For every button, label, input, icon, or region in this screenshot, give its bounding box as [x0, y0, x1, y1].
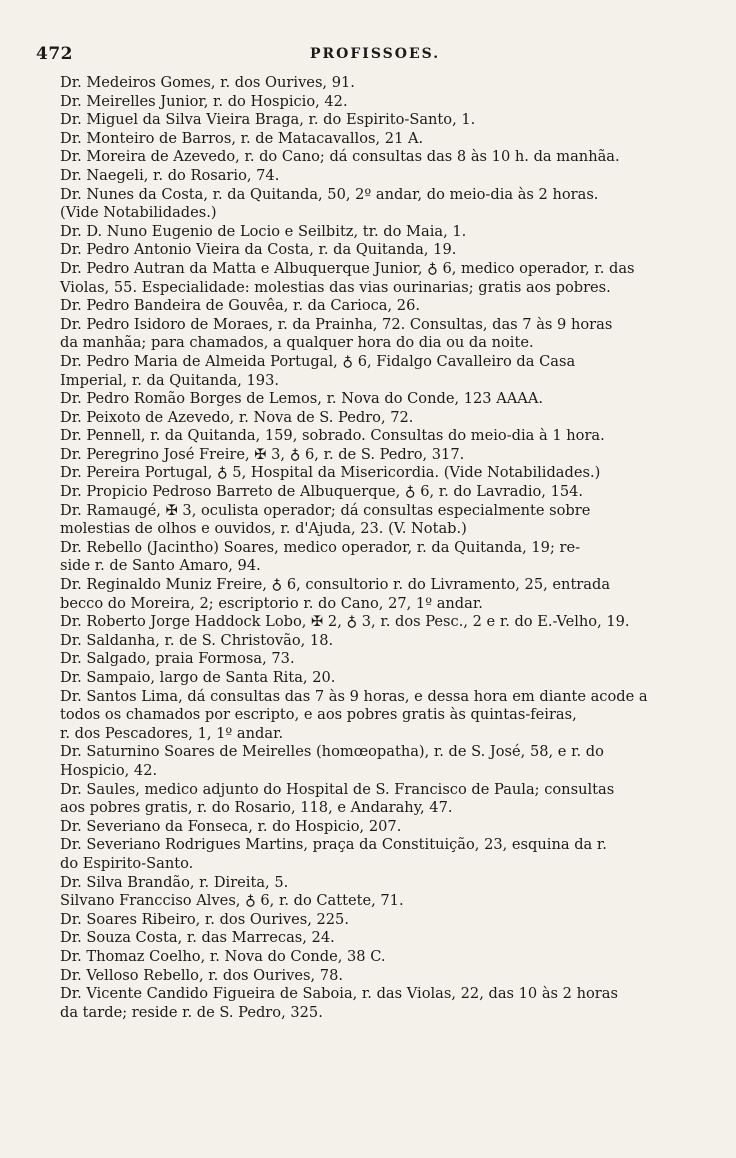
directory-entry — [60, 929, 700, 948]
entry-line: Dr. Silva Brandão, r. Direita, 5. — [60, 873, 289, 891]
entry-line: molestias de olhos e ouvidos, r. d'Ajuda, 23. (V. Notab.) — [60, 520, 467, 538]
directory-entry — [60, 743, 700, 780]
entry-line: Dr. Medeiros Gomes, r. dos Ourives, 91. — [60, 74, 355, 91]
entry-line: Dr. Pennell, r. da Quitanda, 159, sobrado. Consultas do meio-dia à 1 hora. — [60, 427, 605, 445]
entry-line: Dr. Saturnino Soares de Meirelles (homœopatha), r. de S. José, 58, e r. do — [60, 743, 604, 761]
entry-line: Dr. Naegeli, r. do Rosario, 74. — [60, 166, 280, 184]
entry-line: (Vide Notabilidades.) — [60, 204, 217, 222]
directory-entry — [60, 502, 700, 539]
entry-line: Dr. D. Nuno Eugenio de Locio e Seilbitz, tr. do Maia, 1. — [60, 222, 467, 240]
entry-line: Dr. Miguel da Silva Vieira Braga, r. do Espirito-Santo, 1. — [60, 111, 476, 129]
directory-entry — [60, 781, 700, 818]
entry-line: Dr. Pedro Bandeira de Gouvêa, r. da Carioca, 26. — [60, 297, 420, 315]
directory-entry — [60, 111, 700, 130]
directory-entry — [60, 464, 700, 483]
page-number: 472 — [36, 44, 73, 64]
entry-line: Dr. Roberto Jorge Haddock Lobo, ✠ 2, ♁ 3, r. dos Pesc., 2 e r. do E.-Velho, 19. — [60, 613, 630, 631]
entry-line: Dr. Propicio Pedroso Barreto de Albuquerque, ♁ 6, r. do Lavradio, 154. — [60, 483, 584, 501]
entry-line: Dr. Vicente Candido Figueira de Saboia, r. das Violas, 22, das 10 às 2 horas — [60, 985, 618, 1003]
directory-entry — [60, 186, 700, 223]
directory-entry — [60, 650, 700, 669]
entry-line: Dr. Saldanha, r. de S. Christovão, 18. — [60, 631, 334, 649]
entry-line: Dr. Pedro Maria de Almeida Portugal, ♁ 6, Fidalgo Cavalleiro da Casa — [60, 352, 576, 370]
entry-line: Dr. Monteiro de Barros, r. de Matacavallos, 21 A. — [60, 129, 424, 147]
entry-line: da manhãa; para chamados, a qualquer hora do dia ou da noite. — [60, 334, 534, 352]
entry-line: do Espirito-Santo. — [60, 854, 194, 872]
directory-entry — [60, 74, 700, 93]
entry-line: todos os chamados por escripto, e aos pobres gratis às quintas-feiras, — [60, 706, 577, 724]
entry-line: Dr. Meirelles Junior, r. do Hospicio, 42. — [60, 92, 348, 110]
entry-line: Dr. Sampaio, largo de Santa Rita, 20. — [60, 669, 336, 686]
directory-entry — [60, 353, 700, 390]
directory-entry — [60, 130, 700, 149]
entry-line: Dr. Nunes da Costa, r. da Quitanda, 50, 2º andar, do meio-dia às 2 horas. — [60, 185, 599, 203]
entry-line: Dr. Rebello (Jacintho) Soares, medico operador, r. da Quitanda, 19; re- — [60, 538, 581, 556]
entry-line: Dr. Saules, medico adjunto do Hospital de S. Francisco de Paula; consultas — [60, 780, 615, 798]
entry-line: Silvano Francciso Alves, ♁ 6, r. do Cattete, 71. — [60, 892, 404, 910]
directory-entry — [60, 836, 700, 873]
entry-line: Dr. Severiano Rodrigues Martins, praça da Constituição, 23, esquina da r. — [60, 836, 607, 854]
entry-line: Violas, 55. Especialidade: molestias das vias ourinarias; gratis aos pobres. — [60, 278, 611, 296]
entry-line: Dr. Peregrino José Freire, ✠ 3, ♁ 6, r. de S. Pedro, 317. — [60, 445, 465, 463]
page-header — [36, 44, 700, 70]
directory-entry — [60, 148, 700, 167]
directory-entry — [60, 632, 700, 651]
directory-entry — [60, 818, 700, 837]
entry-line: aos pobres gratis, r. do Rosario, 118, e Andarahy, 47. — [60, 799, 453, 817]
entry-line: Dr. Pereira Portugal, ♁ 5, Hospital da Misericordia. (Vide Notabilidades.) — [60, 464, 601, 482]
entry-line: r. dos Pescadores, 1, 1º andar. — [60, 724, 284, 742]
entry-line: Dr. Peixoto de Azevedo, r. Nova de S. Pedro, 72. — [60, 408, 414, 426]
directory-entry — [60, 892, 700, 911]
directory-entry — [60, 948, 700, 967]
entry-line: Dr. Velloso Rebello, r. dos Ourives, 78. — [60, 966, 343, 984]
directory-entry — [60, 967, 700, 986]
entry-line: Dr. Severiano da Fonseca, r. do Hospicio, 207. — [60, 817, 402, 835]
directory-list — [60, 74, 700, 1022]
entry-line: Dr. Moreira de Azevedo, r. do Cano; dá consultas das 8 às 10 h. da manhãa. — [60, 148, 620, 166]
entry-line: Imperial, r. da Quitanda, 193. — [60, 371, 280, 389]
entry-line: Dr. Pedro Isidoro de Moraes, r. da Prainha, 72. Consultas, das 7 às 9 horas — [60, 315, 613, 333]
directory-entry — [60, 241, 700, 260]
directory-entry — [60, 260, 700, 297]
directory-entry — [60, 539, 700, 576]
entry-line: Dr. Pedro Antonio Vieira da Costa, r. da Quitanda, 19. — [60, 241, 457, 259]
directory-entry — [60, 409, 700, 428]
entry-line: Hospicio, 42. — [60, 761, 158, 779]
entry-line: Dr. Pedro Romão Borges de Lemos, r. Nova do Conde, 123 AAAA. — [60, 390, 544, 408]
directory-entry — [60, 985, 700, 1022]
directory-entry — [60, 669, 700, 688]
directory-entry — [60, 316, 700, 353]
entry-line: becco do Moreira, 2; escriptorio r. do Cano, 27, 1º andar. — [60, 594, 483, 612]
directory-entry — [60, 93, 700, 112]
entry-line: Dr. Ramaugé, ✠ 3, oculista operador; dá consultas especialmente sobre — [60, 501, 591, 519]
directory-entry — [60, 911, 700, 930]
entry-line: Dr. Salgado, praia Formosa, 73. — [60, 650, 295, 668]
entry-line: Dr. Souza Costa, r. das Marrecas, 24. — [60, 929, 335, 947]
directory-entry — [60, 223, 700, 242]
directory-entry — [60, 390, 700, 409]
entry-line: Dr. Thomaz Coelho, r. Nova do Conde, 38 C. — [60, 947, 386, 965]
directory-entry — [60, 297, 700, 316]
directory-entry — [60, 167, 700, 186]
entry-line: Dr. Soares Ribeiro, r. dos Ourives, 225. — [60, 910, 349, 928]
entry-line: Dr. Santos Lima, dá consultas das 7 às 9 horas, e dessa hora em diante acode a — [60, 687, 648, 705]
entry-line: Dr. Reginaldo Muniz Freire, ♁ 6, consultorio r. do Livramento, 25, entrada — [60, 576, 611, 594]
directory-entry — [60, 427, 700, 446]
directory-entry — [60, 874, 700, 893]
directory-entry — [60, 613, 700, 632]
directory-entry — [60, 576, 700, 613]
directory-entry — [60, 446, 700, 465]
entry-line: Dr. Pedro Autran da Matta e Albuquerque Junior, ♁ 6, medico operador, r. das — [60, 259, 635, 277]
entry-line: side r. de Santo Amaro, 94. — [60, 557, 261, 575]
directory-entry — [60, 483, 700, 502]
directory-entry — [60, 688, 700, 744]
entry-line: da tarde; reside r. de S. Pedro, 325. — [60, 1003, 323, 1021]
page-title: PROFISSOES. — [310, 46, 441, 62]
